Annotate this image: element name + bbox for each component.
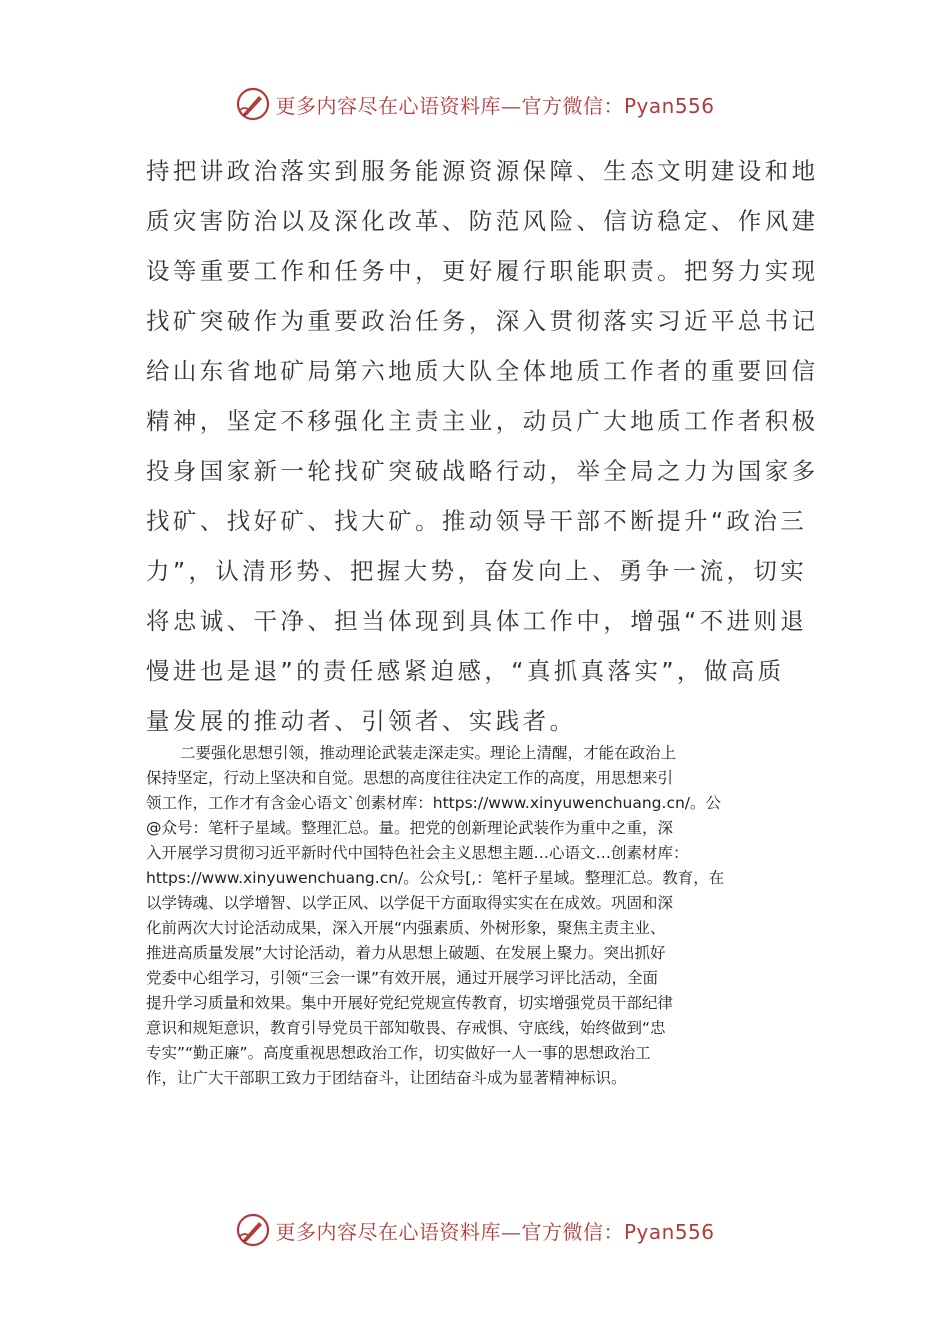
paragraph-line: 专实”“勤正廉”。高度重视思想政治工作，切实做好一人一事的思想政治工 (146, 1044, 651, 1062)
paragraph-line: 慢进也是退”的责任感紧迫感，“真抓真落实”，做高质 (146, 657, 785, 685)
paragraph-2 (146, 741, 806, 1091)
pen-logo-icon (235, 86, 271, 122)
banner-wechat-id: Pyan556 (623, 1219, 715, 1244)
paragraph-line: 作，让广大干部职工致力于团结奋斗，让团结奋斗成为显著精神标识。 (146, 1069, 627, 1087)
paragraph-line: 意识和规矩意识，教育引导党员干部知敬畏、存戒惧、守底线，始终做到“忠 (146, 1019, 666, 1037)
paragraph-line: 找矿、找好矿、找大矿。推动领导干部不断提升“政治三 (146, 507, 808, 535)
paragraph-line: 持把讲政治落实到服务能源资源保障、生态文明建设和地 (146, 157, 819, 185)
paragraph-1 (146, 146, 819, 746)
paragraph-line: 入开展学习贯彻习近平新时代中国特色社会主义思想主题…心语文…创素材库： (146, 844, 689, 862)
paragraph-line: 将忠诚、干净、担当体现到具体工作中，增强“不进则退 (146, 607, 808, 635)
paragraph-line: 推进高质量发展”大讨论活动，着力从思想上破题、在发展上聚力。突出抓好 (146, 944, 666, 962)
banner-text-cn: 更多内容尽在心语资料库—官方微信： (275, 93, 624, 118)
paragraph-line: 党委中心组学习，引领“三会一课”有效开展，通过开展学习评比活动，全面 (146, 969, 659, 987)
paragraph-line: 找矿突破作为重要政治任务，深入贯彻落实习近平总书记 (146, 307, 819, 335)
paragraph-line: @众号：笔杆子星域。整理汇总。量。把党的创新理论武装作为重中之重，深 (146, 819, 674, 837)
footer-banner (0, 1208, 950, 1252)
banner-wechat-id: Pyan556 (623, 93, 715, 118)
paragraph-line: 化前两次大讨论活动成果，深入开展“内强素质、外树形象，聚焦主责主业、 (146, 919, 666, 937)
pen-logo-icon (235, 1212, 271, 1248)
paragraph-line: 精神，坚定不移强化主责主业，动员广大地质工作者积极 (146, 407, 819, 435)
paragraph-line: 保持坚定，行动上坚决和自觉。思想的高度往往决定工作的高度，用思想来引 (146, 769, 674, 787)
paragraph-line: 以学铸魂、以学增智、以学正风、以学促干方面取得实实在在成效。巩固和深 (146, 894, 674, 912)
paragraph-line: 力”，认清形势、把握大势，奋发向上、勇争一流，切实 (146, 557, 808, 585)
banner-text (275, 90, 714, 119)
paragraph-line: 设等重要工作和任务中，更好履行职能职责。把努力实现 (146, 257, 819, 285)
paragraph-line: https://www.xinyuwenchuang.cn/。公众号[,：笔杆子星域。整理汇总。教育，在 (146, 869, 725, 887)
paragraph-line: 领工作，工作才有含金心语文`创素材库：https://www.xinyuwenchuang.cn/。公 (146, 794, 722, 812)
header-banner (0, 82, 950, 126)
banner-text (275, 1216, 714, 1245)
banner-text-cn: 更多内容尽在心语资料库—官方微信： (275, 1219, 624, 1244)
paragraph-line: 投身国家新一轮找矿突破战略行动，举全局之力为国家多 (146, 457, 819, 485)
paragraph-line: 二要强化思想引领，推动理论武装走深走实。理论上清醒，才能在政治上 (180, 744, 677, 762)
paragraph-line: 量发展的推动者、引领者、实践者。 (146, 707, 577, 735)
paragraph-line: 提升学习质量和效果。集中开展好党纪党规宣传教育，切实增强党员干部纪律 (146, 994, 674, 1012)
paragraph-line: 给山东省地矿局第六地质大队全体地质工作者的重要回信 (146, 357, 819, 385)
paragraph-line: 质灾害防治以及深化改革、防范风险、信访稳定、作风建 (146, 207, 819, 235)
